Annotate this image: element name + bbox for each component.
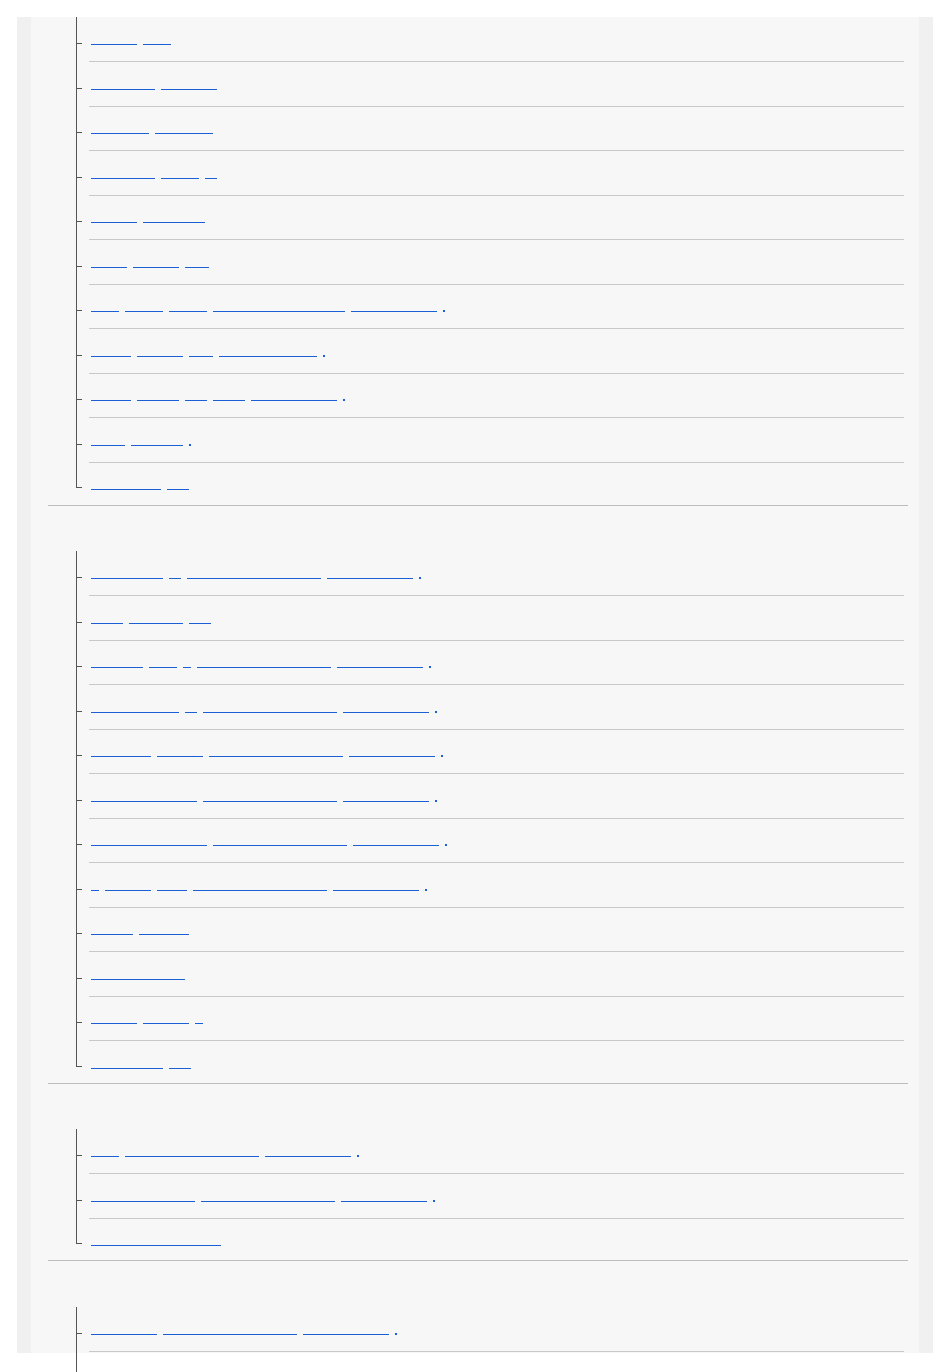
- tree-branch-tick: [76, 1333, 82, 1334]
- toc-entry: [76, 729, 904, 773]
- tree-branch-tick: [76, 755, 82, 756]
- link-text-segment: [91, 487, 161, 490]
- link-text-segment: [265, 1154, 351, 1157]
- tree-branch-tick: [76, 1022, 82, 1023]
- left-margin-rail: [17, 17, 31, 1353]
- link-text-segment: [157, 754, 203, 757]
- link-text-segment: [149, 665, 177, 668]
- link-text-segment: [189, 354, 213, 357]
- toc-entry: [76, 195, 904, 239]
- toc-entry: [76, 17, 904, 61]
- link-text-segment: [185, 398, 207, 401]
- tree-branch-tick: [76, 622, 82, 623]
- toc-entry: [76, 1041, 904, 1085]
- toc-link[interactable]: [91, 701, 437, 715]
- link-text-segment: [303, 1332, 389, 1335]
- link-text-segment: [343, 799, 429, 802]
- tree-branch-tick: [76, 711, 82, 712]
- toc-entry: [76, 329, 904, 373]
- link-text-segment: [91, 1066, 163, 1069]
- toc-entry: [76, 996, 904, 1040]
- tree-branch-tick: [76, 177, 82, 178]
- toc-entry: [76, 1174, 904, 1218]
- tree-branch-tick: [76, 355, 82, 356]
- toc-link[interactable]: [91, 1323, 397, 1337]
- toc-entry: [76, 1129, 904, 1173]
- link-text-segment: [91, 1154, 119, 1157]
- link-text-segment: [185, 710, 197, 713]
- row-separator: [89, 1351, 904, 1352]
- toc-entry: [76, 1307, 904, 1351]
- link-text-segment: [137, 398, 179, 401]
- section-divider: [48, 1083, 908, 1084]
- link-trailing-dot: [435, 711, 437, 713]
- toc-link[interactable]: [91, 300, 445, 314]
- tree-branch-tick: [76, 266, 82, 267]
- link-text-segment: [125, 309, 163, 312]
- link-text-segment: [91, 843, 207, 846]
- link-trailing-dot: [395, 1333, 397, 1335]
- link-text-segment: [155, 131, 213, 134]
- link-text-segment: [105, 888, 151, 891]
- toc-entry: [76, 640, 904, 684]
- tree-branch-tick: [76, 844, 82, 845]
- toc-link[interactable]: [91, 78, 223, 92]
- link-text-segment: [131, 443, 183, 446]
- link-text-segment: [91, 932, 133, 935]
- link-text-segment: [195, 1021, 203, 1024]
- tree-branch-tick: [76, 889, 82, 890]
- link-text-segment: [343, 710, 429, 713]
- toc-entry: [76, 551, 904, 595]
- link-text-segment: [143, 220, 205, 223]
- toc-link[interactable]: [91, 256, 215, 270]
- toc-link[interactable]: [91, 1190, 435, 1204]
- tree-branch-tick: [76, 444, 82, 445]
- toc-entry: [76, 240, 904, 284]
- link-text-segment: [143, 1021, 189, 1024]
- tree-branch-tick: [76, 978, 82, 979]
- toc-entry: [76, 373, 904, 417]
- toc-entry: [76, 596, 904, 640]
- tree-branch-tick: [76, 221, 82, 222]
- toc-link[interactable]: [91, 167, 223, 181]
- link-text-segment: [213, 843, 347, 846]
- link-text-segment: [185, 265, 209, 268]
- tree-branch-tick: [76, 132, 82, 133]
- link-trailing-dot: [443, 310, 445, 312]
- toc-link[interactable]: [91, 968, 191, 982]
- toc-entry: [76, 418, 904, 462]
- link-text-segment: [213, 309, 345, 312]
- section-divider: [48, 505, 908, 506]
- link-trailing-dot: [357, 1155, 359, 1157]
- link-text-segment: [201, 1199, 335, 1202]
- link-text-segment: [91, 220, 137, 223]
- link-text-segment: [91, 265, 127, 268]
- toc-entry: [76, 284, 904, 328]
- toc-entry: [76, 774, 904, 818]
- tree-branch-tick: [76, 43, 82, 44]
- link-text-segment: [91, 665, 143, 668]
- tree-branch-tick: [76, 666, 82, 667]
- link-text-segment: [91, 710, 179, 713]
- link-trailing-dot: [419, 577, 421, 579]
- tree-branch-tick: [76, 933, 82, 934]
- link-text-segment: [91, 799, 197, 802]
- link-text-segment: [157, 888, 187, 891]
- link-text-segment: [91, 888, 99, 891]
- toc-link[interactable]: [91, 345, 325, 359]
- link-text-segment: [193, 888, 327, 891]
- link-text-segment: [219, 354, 317, 357]
- link-text-segment: [203, 799, 337, 802]
- link-text-segment: [91, 309, 119, 312]
- link-trailing-dot: [435, 800, 437, 802]
- toc-entry: [76, 863, 904, 907]
- toc-link[interactable]: [91, 1234, 227, 1248]
- link-text-segment: [197, 665, 331, 668]
- link-text-segment: [139, 932, 189, 935]
- toc-link[interactable]: [91, 923, 195, 937]
- toc-link[interactable]: [91, 879, 427, 893]
- toc-entry: [76, 907, 904, 951]
- link-trailing-dot: [323, 355, 325, 357]
- link-text-segment: [91, 1243, 221, 1246]
- link-text-segment: [129, 621, 183, 624]
- toc-link[interactable]: [91, 389, 345, 403]
- toc-link[interactable]: [91, 478, 195, 492]
- toc-link[interactable]: [91, 790, 437, 804]
- link-text-segment: [183, 665, 191, 668]
- link-text-segment: [327, 576, 413, 579]
- link-text-segment: [91, 176, 155, 179]
- document-page: [17, 17, 933, 1353]
- link-text-segment: [333, 888, 419, 891]
- link-trailing-dot: [429, 666, 431, 668]
- link-text-segment: [91, 398, 131, 401]
- section-divider: [48, 1260, 908, 1261]
- tree-branch-tick: [76, 88, 82, 89]
- link-text-segment: [251, 398, 337, 401]
- link-text-segment: [125, 1154, 259, 1157]
- tree-branch-tick: [76, 1200, 82, 1201]
- link-trailing-dot: [189, 444, 191, 446]
- link-text-segment: [169, 576, 181, 579]
- right-margin-rail: [919, 17, 933, 1353]
- link-trailing-dot: [343, 399, 345, 401]
- link-text-segment: [351, 309, 437, 312]
- link-text-segment: [91, 621, 123, 624]
- link-text-segment: [133, 265, 179, 268]
- link-trailing-dot: [441, 755, 443, 757]
- toc-link[interactable]: [91, 834, 447, 848]
- link-text-segment: [205, 176, 217, 179]
- link-text-segment: [209, 754, 343, 757]
- link-text-segment: [203, 710, 337, 713]
- toc-link[interactable]: [91, 33, 177, 47]
- link-trailing-dot: [445, 844, 447, 846]
- link-text-segment: [337, 665, 423, 668]
- link-text-segment: [163, 1332, 297, 1335]
- link-text-segment: [169, 1066, 191, 1069]
- link-text-segment: [169, 309, 207, 312]
- toc-link[interactable]: [91, 567, 421, 581]
- toc-link[interactable]: [91, 745, 443, 759]
- toc-link[interactable]: [91, 1145, 359, 1159]
- tree-branch-tick: [76, 310, 82, 311]
- link-text-segment: [341, 1199, 427, 1202]
- toc-link[interactable]: [91, 434, 191, 448]
- toc-entry: [76, 106, 904, 150]
- toc-link[interactable]: [91, 656, 431, 670]
- tree-branch-tick: [76, 800, 82, 801]
- link-text-segment: [187, 576, 321, 579]
- link-trailing-dot: [433, 1200, 435, 1202]
- link-trailing-dot: [425, 889, 427, 891]
- link-text-segment: [91, 1021, 137, 1024]
- link-text-segment: [161, 176, 199, 179]
- link-text-segment: [143, 42, 171, 45]
- toc-entry: [76, 62, 904, 106]
- toc-entry: [76, 818, 904, 862]
- link-text-segment: [91, 1199, 195, 1202]
- tree-end-connector: [76, 462, 82, 488]
- link-text-segment: [91, 354, 131, 357]
- link-text-segment: [91, 87, 155, 90]
- toc-link[interactable]: [91, 122, 219, 136]
- toc-link[interactable]: [91, 1057, 197, 1071]
- tree-branch-tick: [76, 1155, 82, 1156]
- toc-link[interactable]: [91, 211, 211, 225]
- link-text-segment: [91, 576, 163, 579]
- link-text-segment: [91, 977, 185, 980]
- tree-end-connector: [76, 1218, 82, 1244]
- link-text-segment: [91, 42, 137, 45]
- tree-branch-tick: [76, 399, 82, 400]
- toc-entry: [76, 1218, 904, 1262]
- toc-link[interactable]: [91, 1012, 209, 1026]
- link-text-segment: [161, 87, 217, 90]
- link-text-segment: [91, 1332, 157, 1335]
- toc-entry: [76, 462, 904, 506]
- tree-branch-tick: [76, 577, 82, 578]
- link-text-segment: [91, 443, 125, 446]
- tree-end-connector: [76, 1041, 82, 1067]
- link-text-segment: [137, 354, 183, 357]
- toc-entry: [76, 151, 904, 195]
- link-text-segment: [353, 843, 439, 846]
- link-text-segment: [349, 754, 435, 757]
- link-text-segment: [91, 754, 151, 757]
- link-text-segment: [213, 398, 245, 401]
- link-text-segment: [91, 131, 149, 134]
- toc-link[interactable]: [91, 612, 217, 626]
- toc-entry: [76, 685, 904, 729]
- toc-entry: [76, 952, 904, 996]
- link-text-segment: [189, 621, 211, 624]
- link-text-segment: [167, 487, 189, 490]
